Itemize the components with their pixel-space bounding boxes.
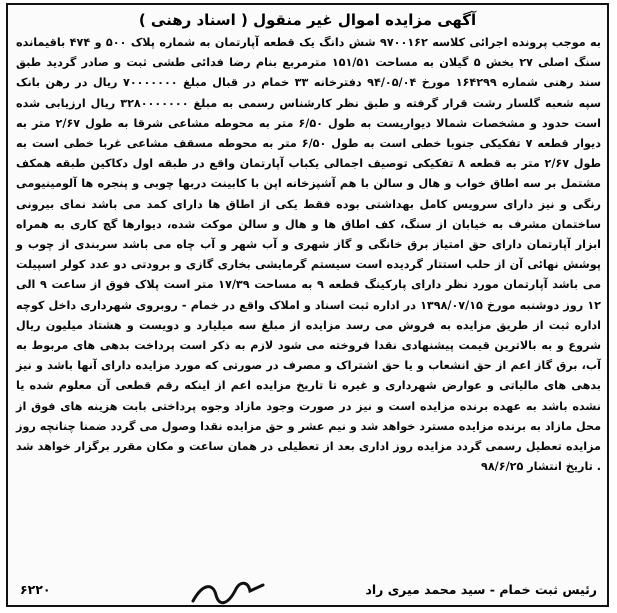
notice-title: آگهی مزایده اموال غیر منقول ( اسناد رهنی ) (138, 11, 477, 29)
notice-body: به موجب پرونده اجرائی کلاسه ۹۷۰۰۱۶۲ شش دانگ یک قطعه آپارتمان به شماره پلاک ۵۰۰ و ۴۷۴ باقیمانده سنگ اصلی ۲۷ بخش ۵ گیلان به مساحت ۱۵۱/۵۱ مترمربع بنام رضا فدائی طشی ثبت و صادر گردید طبق سند رهنی شماره ۱۶۴۲۹۹ مورخ ۹۴/۰۵/۰۴ دفترخانه ۳۳ خمام در قبال مبلغ ۷۰۰۰۰۰۰۰ ریال در رهن بانک سپه شعبه گلسار رشت قرار گرفته و طبق نظر کارشناس رسمی به مبلغ ۳۲۸۰۰۰۰۰۰۰ ریال ارزیابی شده است حدود و مشخصات شمالا دیواریست به طول ۶/۵۰ متر به محوطه مشاعی شرقا به طول ۲/۶۷ متر به دیوار قطعه ۷ تفکیکی جنوبا خطی است به طول ۶/۵۰ متر به محوطه مسقف مشاعی غربا خطی است به طول ۲/۶۷ متر به قطعه ۸ تفکیکی توصیف اجمالی یکباب آپارتمان واقع در طبقه اول دکاکین طبقه همکف مشتمل بر سه اطاق خواب و هال و سالن با هم آشپزخانه اپن با کابینت دربها چوبی و پنجره ها آلومینیومی رنگی و نیز دارای سرویس کامل بهداشتی بوده فقط یکی از اطاق ها دارای کمد می باشد نمای بیرونی ساختمان مشرف به خیابان از سنگ، کف اطاق ها و هال و سالن موکت شده، دیوارها گچ کاری به همراه ابزار آپارتمان دارای حق امتیاز برق خانگی و گاز شهری و آب شهر و آب چاه می باشد سربندی از چوب و پوشش نهائی آن از حلب استتار گردیده است سیستم گرمایشی بخاری گازی و برودتی دو عدد کولر اسپیلت می باشد آپارتمان مورد نظر دارای پارکینگ قطعه ۹ به مساحت ۱۷/۳۹ متر است پلاک فوق از ساعت ۹ الی ۱۲ روز دوشنبه مورخ ۱۳۹۸/۰۷/۱۵ در اداره ثبت اسناد و املاک واقع در خمام - روبروی شهرداری داخل کوچه اداره ثبت از طریق مزایده به فروش می رسد مزایده از مبلغ سه میلیارد و دویست و هشتاد میلیون ریال شروع و به بالاترین قیمت پیشنهادی نقدا فروخته می شود لازم به ذکر است پرداخت بدهی های مربوط به آب، برق گاز اعم از حق انشعاب و یا حق اشتراک و مصرف در صورتی که مورد مزایده دارای آنها باشد و نیز بدهی های مالیاتی و عوارض شهرداری و غیره تا تاریخ مزایده اعم از اینکه رقم قطعی آن معلوم شده یا نشده باشد به عهده برنده مزایده است و نیز در صورت وجود مازاد وجوه پرداختی بابت هزینه های فوق از محل مازاد به برنده مزایده مسترد خواهد شد و نیم عشر و حق مزایده نقدا وصول می گردد ضمنا چنانچه روز مزایده تعطیل رسمی گردد مزایده روز اداری بعد از تعطیلی در همان ساعت و مکان مقرر برگزار خواهد شد . تاریخ انتشار ۹۸/۶/۲۵ (16, 36, 602, 474)
signature-text: رئیس ثبت خمام - سید محمد میری راد (365, 582, 597, 597)
auction-notice (6, 3, 609, 607)
handwritten-mark-icon (188, 575, 268, 605)
signature-row (8, 575, 607, 599)
reference-number: ۶۲۲۰ (20, 582, 51, 597)
